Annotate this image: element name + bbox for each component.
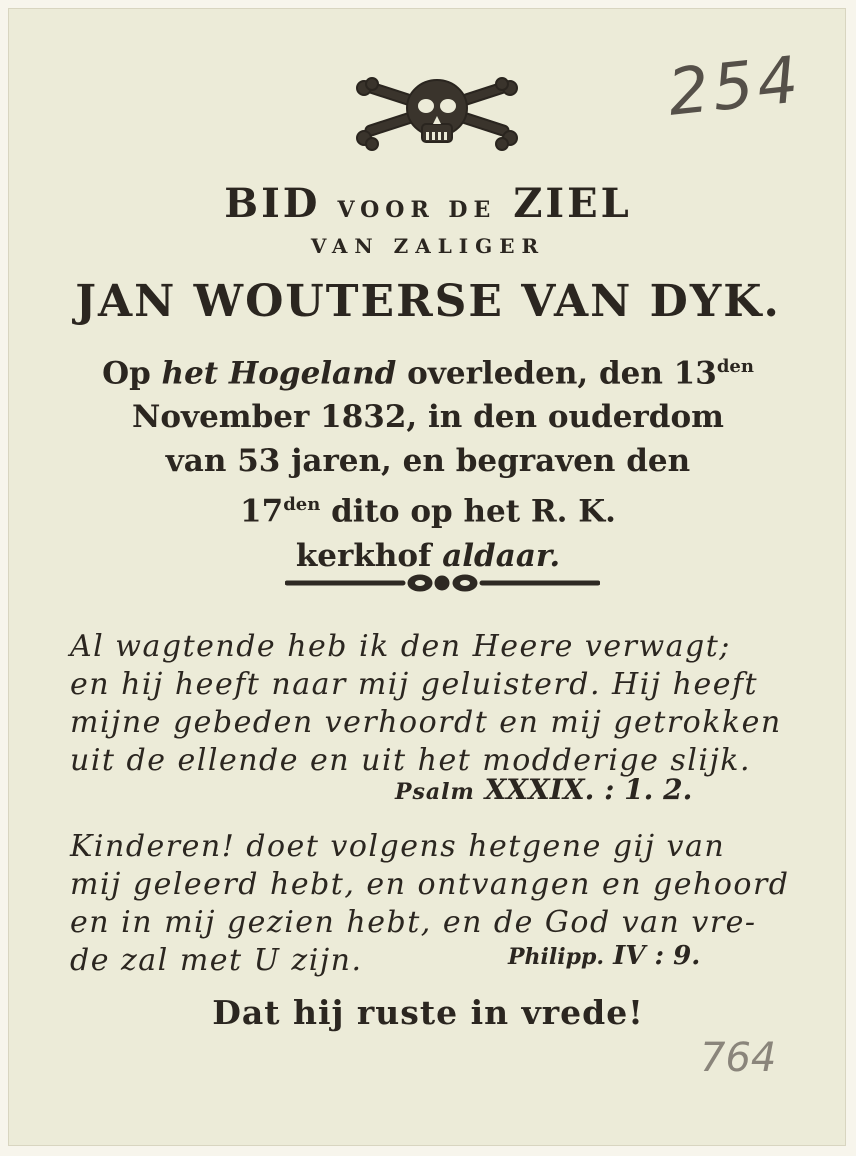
death-notice bbox=[30, 345, 826, 578]
verse2-line: Kinderen! doet volgens hetgene gij van bbox=[70, 829, 726, 864]
handwritten-number-top: 254 bbox=[664, 43, 806, 131]
notice-op: Op bbox=[102, 355, 151, 392]
notice-kerkhof: kerkhof bbox=[295, 537, 432, 574]
notice-overleden: overleden, den 13 bbox=[407, 355, 717, 392]
verse1-line: Al wagtende heb ik den Heere verwagt; bbox=[70, 629, 731, 664]
verse1-line: mijne gebeden verhoordt en mij getrokken bbox=[70, 705, 782, 740]
heading-bid: BID bbox=[224, 180, 321, 227]
verse-psalm bbox=[70, 628, 820, 780]
verse1-line: uit de ellende en uit het modderige slijk. bbox=[70, 743, 752, 778]
verse2-line: en in mij gezien hebt, en de God van vre- bbox=[70, 905, 757, 940]
ornamental-divider bbox=[285, 568, 600, 598]
philippians-number: IV : 9. bbox=[613, 941, 701, 971]
psalm-number: XXXIX. : 1. 2. bbox=[484, 773, 693, 806]
notice-place: het Hogeland bbox=[161, 355, 397, 392]
notice-sup-2: den bbox=[283, 494, 321, 516]
handwritten-number-bottom: 764 bbox=[700, 1035, 777, 1081]
notice-aldaar: aldaar. bbox=[442, 537, 561, 574]
verse-philippians bbox=[70, 828, 820, 980]
verse2-line: mij geleerd hebt, en ontvangen en gehoord bbox=[70, 867, 790, 902]
heading-voor-de: VOOR DE bbox=[337, 197, 497, 223]
heading-ziel: ZIEL bbox=[513, 180, 632, 227]
deceased-name: JAN WOUTERSE VAN DYK. bbox=[75, 276, 781, 327]
psalm-reference bbox=[395, 773, 692, 806]
psalm-label: Psalm bbox=[395, 779, 475, 805]
notice-line-3: van 53 jaren, en begraven den bbox=[165, 443, 691, 480]
heading-van-zaliger: VAN ZALIGER bbox=[310, 234, 546, 258]
closing-prayer: Dat hij ruste in vrede! bbox=[212, 993, 644, 1032]
notice-line-2: November 1832, in den ouderdom bbox=[132, 399, 724, 436]
notice-line-4: dito op het R. K. bbox=[331, 493, 616, 530]
notice-sup-1: den bbox=[716, 356, 754, 377]
philippians-label: Philipp. bbox=[508, 944, 605, 970]
verse2-line: de zal met U zijn. bbox=[70, 943, 363, 978]
skull-crossbones-icon bbox=[352, 76, 522, 166]
notice-day: 17 bbox=[240, 493, 284, 530]
heading-pray bbox=[30, 180, 826, 227]
verse1-line: en hij heeft naar mij geluisterd. Hij heeft bbox=[70, 667, 759, 702]
philippians-reference bbox=[508, 941, 700, 971]
